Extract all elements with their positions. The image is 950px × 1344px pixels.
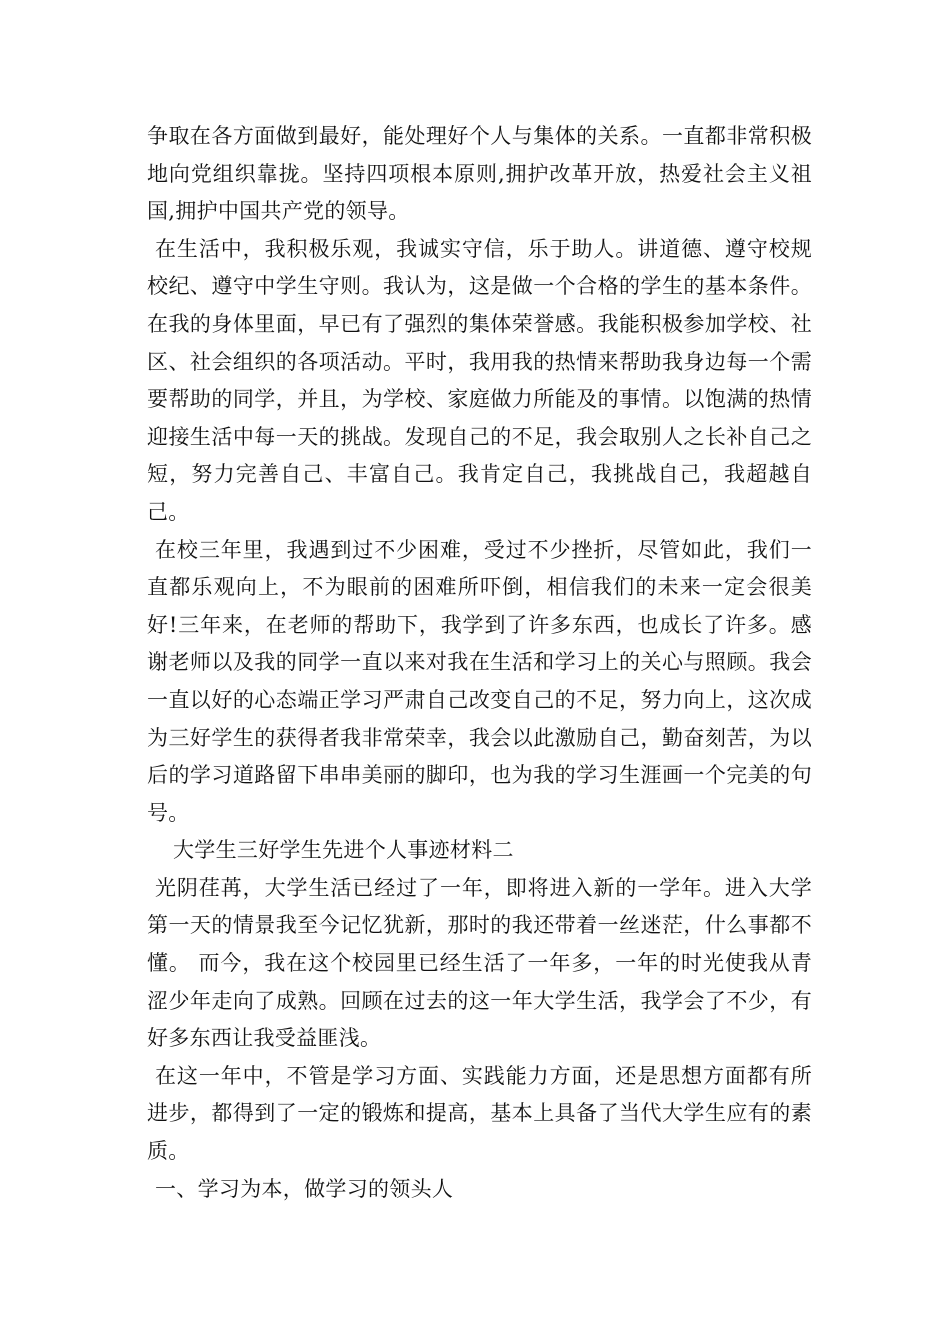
document-body (147, 118, 812, 1208)
section-heading-material-two: 大学生三好学生先进个人事迹材料二 (173, 838, 514, 863)
paragraph-progress: 在这一年中，不管是学习方面、实践能力方面，还是思想方面都有所进步，都得到了一定的锻炼和提高，基本上具备了当代大学生应有的素质。 (147, 1063, 812, 1164)
paragraph-university-life: 光阴荏苒，大学生活已经过了一年，即将进入新的一学年。进入大学第一天的情景我至今记忆犹新，那时的我还带着一丝迷茫，什么事都不懂。 而今，我在这个校园里已经生活了一年多，一年的时光使我从青涩少年走向了成熟。回顾在过去的这一年大学生活，我学会了不少，有好多东西让我受益匪浅。 (147, 875, 812, 1051)
paragraph-three-years: 在校三年里，我遇到过不少困难，受过不少挫折，尽管如此，我们一直都乐观向上，不为眼前的困难所吓倒，相信我们的未来一定会很美好!三年来，在老师的帮助下，我学到了许多东西，也成长了许多。感谢老师以及我的同学一直以来对我在生活和学习上的关心与照顾。我会一直以好的心态端正学习严肃自己改变自己的不足，努力向上，这次成为三好学生的获得者我非常荣幸，我会以此激励自己，勤奋刻苦，为以后的学习道路留下串串美丽的脚印，也为我的学习生涯画一个完美的句号。 (147, 537, 812, 825)
paragraph-political-stance: 争取在各方面做到最好，能处理好个人与集体的关系。一直都非常积极地向党组织靠拢。坚持四项根本原则,拥护改革开放，热爱社会主义祖国,拥护中国共产党的领导。 (147, 124, 812, 224)
subheading-study-first: 一、学习为本，做学习的领头人 (155, 1176, 454, 1201)
paragraph-daily-life: 在生活中，我积极乐观，我诚实守信，乐于助人。讲道德、遵守校规校纪、遵守中学生守则。我认为，这是做一个合格的学生的基本条件。在我的身体里面，早已有了强烈的集体荣誉感。我能积极参加学校、社区、社会组织的各项活动。平时，我用我的热情来帮助我身边每一个需要帮助的同学，并且，为学校、家庭做力所能及的事情。以饱满的热情迎接生活中每一天的挑战。发现自己的不足，我会取别人之长补自己之短，努力完善自己、丰富自己。我肯定自己，我挑战自己，我超越自己。 (147, 236, 812, 524)
